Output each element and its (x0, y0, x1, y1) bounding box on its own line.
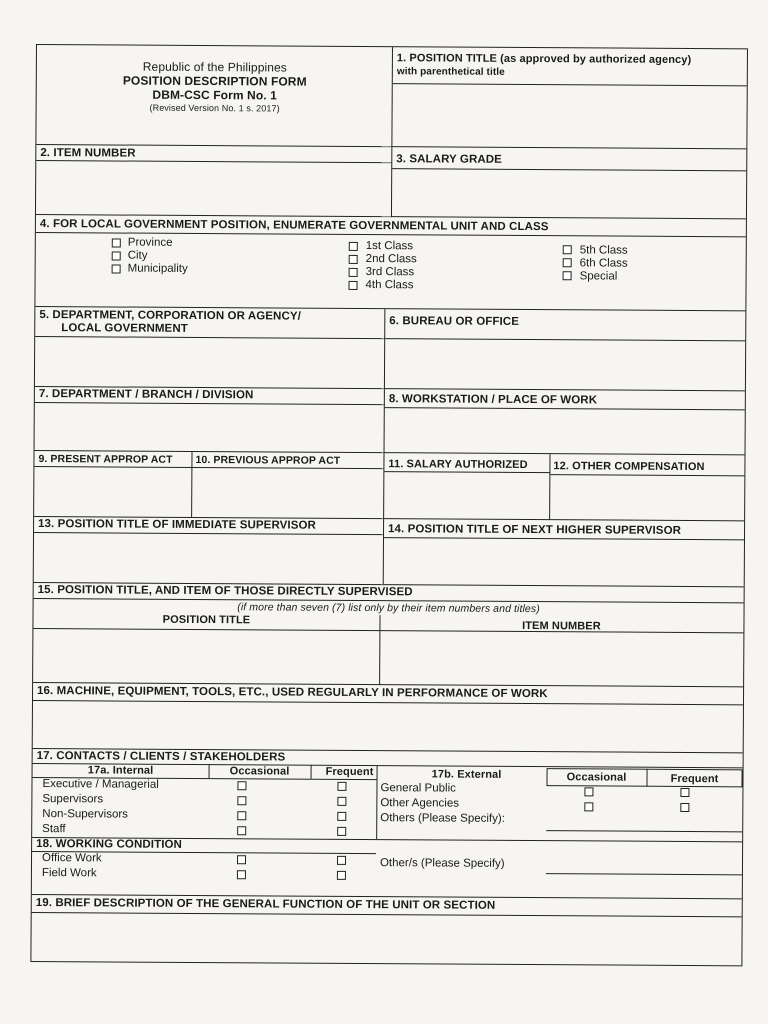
field-2-label: 2. ITEM NUMBER (40, 147, 136, 160)
province-checkbox[interactable] (112, 238, 121, 247)
field-8-label: 8. WORKSTATION / PLACE OF WORK (388, 393, 598, 407)
divider (384, 537, 744, 540)
field-5-department[interactable] (35, 307, 385, 389)
field-19-general-function[interactable] (31, 895, 741, 965)
other-agencies-label: Other Agencies (380, 797, 460, 810)
external-occasional-header: Occasional (566, 771, 627, 784)
field-9-label: 9. PRESENT APPROP ACT (38, 453, 173, 466)
field-16-label: 16. MACHINE, EQUIPMENT, TOOLS, ETC., USED REGULARLY IN PERFORMANCE OF WORK (37, 685, 548, 701)
internal-frequent-header: Frequent (325, 765, 374, 779)
other-conditions-line[interactable] (546, 873, 742, 875)
field-14-label: 14. POSITION TITLE OF NEXT HIGHER SUPERVISOR (388, 523, 682, 537)
divider (384, 471, 550, 473)
field-3-label: 3. SALARY GRADE (396, 153, 503, 166)
field-2-item-number[interactable] (36, 145, 392, 217)
field-15-note: (if more than seven (7) list only by their item numbers and titles) (237, 601, 540, 616)
external-frequent-header: Frequent (670, 772, 719, 786)
field-8-workstation[interactable] (385, 389, 745, 455)
field-7-division[interactable] (35, 387, 385, 453)
field-6-label: 6. BUREAU OR OFFICE (389, 315, 520, 328)
executive-occasional-checkbox[interactable] (237, 781, 246, 790)
form-title: POSITION DESCRIPTION FORM (122, 73, 307, 89)
divider (311, 765, 312, 779)
office-frequent-checkbox[interactable] (337, 856, 346, 865)
4th-class-label: 4th Class (365, 279, 414, 292)
general-public-label: General Public (380, 782, 456, 795)
field-1-sublabel: with parenthetical title (396, 66, 505, 78)
special-label: Special (579, 270, 618, 283)
6th-class-label: 6th Class (579, 257, 628, 270)
field-11-salary-authorized[interactable] (384, 453, 550, 520)
others-specify-label: Others (Please Specify): (380, 812, 505, 825)
other-conditions-label: Other/s (Please Specify) (379, 857, 505, 870)
item-number-header: ITEM NUMBER (522, 619, 601, 633)
field-3-salary-grade[interactable] (392, 147, 746, 219)
divider (392, 168, 746, 171)
field-17-contacts (32, 749, 743, 841)
staff-frequent-checkbox[interactable] (337, 827, 346, 836)
agencies-frequent-checkbox[interactable] (680, 803, 689, 812)
field-1-position-title[interactable] (392, 47, 747, 149)
non-supervisors-label: Non-Supervisors (42, 808, 128, 821)
field-10-previous-approp[interactable] (192, 452, 384, 519)
supervisors-label: Supervisors (42, 793, 104, 806)
field-18-working-condition (32, 837, 742, 899)
divider (393, 83, 747, 86)
special-checkbox[interactable] (563, 271, 572, 280)
field-17-label: 17. CONTACTS / CLIENTS / STAKEHOLDERS (36, 750, 286, 764)
public-occasional-checkbox[interactable] (584, 787, 593, 796)
form-revision: (Revised Version No. 1 s. 2017) (149, 102, 280, 114)
field-6-bureau[interactable] (385, 309, 745, 391)
divider (550, 474, 744, 476)
1st-class-checkbox[interactable] (349, 242, 358, 251)
field-16-equipment[interactable] (33, 683, 743, 753)
field-7-label: 7. DEPARTMENT / BRANCH / DIVISION (38, 388, 254, 402)
divider (34, 532, 384, 535)
external-header-box (546, 768, 742, 787)
municipality-checkbox[interactable] (112, 264, 121, 273)
field-12-label: 12. OTHER COMPENSATION (553, 460, 705, 474)
field-15-label: 15. POSITION TITLE, AND ITEM OF THOSE DIRECTLY SUPERVISED (37, 584, 413, 599)
2nd-class-checkbox[interactable] (349, 255, 358, 264)
municipality-label: Municipality (127, 262, 188, 275)
position-title-header: POSITION TITLE (162, 613, 251, 627)
field-4-lgu (35, 215, 746, 311)
divider (33, 700, 743, 705)
divider (646, 769, 647, 787)
field-15-supervised (33, 583, 744, 687)
6th-class-checkbox[interactable] (563, 258, 572, 267)
field-13-immediate-supervisor[interactable] (34, 517, 384, 585)
divider (385, 407, 745, 410)
field-5-sublabel: LOCAL GOVERNMENT (61, 322, 188, 335)
field-10-label: 10. PREVIOUS APPROP ACT (195, 453, 341, 467)
position-description-form (30, 44, 748, 966)
non-supervisors-frequent-checkbox[interactable] (337, 812, 346, 821)
field-13-label: 13. POSITION TITLE OF IMMEDIATE SUPERVISOR (38, 518, 317, 532)
field-1-label: 1. POSITION TITLE (as approved by authorized agency) (396, 52, 692, 67)
province-label: Province (127, 236, 173, 249)
5th-class-checkbox[interactable] (563, 245, 572, 254)
field-4-label: 4. FOR LOCAL GOVERNMENT POSITION, ENUMERATE GOVERNMENTAL UNIT AND CLASS (39, 218, 549, 234)
divider (36, 160, 392, 163)
non-supervisors-occasional-checkbox[interactable] (237, 811, 246, 820)
field-9-present-approp[interactable] (34, 451, 192, 518)
3rd-class-checkbox[interactable] (349, 268, 358, 277)
field-5-label: 5. DEPARTMENT, CORPORATION OR AGENCY/ (39, 309, 302, 323)
divider (34, 466, 192, 468)
external-header: 17b. External (431, 768, 502, 781)
office-work-label: Office Work (41, 852, 102, 865)
internal-occasional-header: Occasional (229, 765, 290, 778)
office-occasional-checkbox[interactable] (237, 855, 246, 864)
divider (376, 765, 377, 839)
city-label: City (127, 249, 148, 262)
form-header-box (36, 45, 393, 147)
staff-occasional-checkbox[interactable] (237, 826, 246, 835)
public-frequent-checkbox[interactable] (680, 788, 689, 797)
field-work-label: Field Work (41, 867, 97, 880)
4th-class-checkbox[interactable] (349, 281, 358, 290)
republic-line: Republic of the Philippines (142, 59, 287, 75)
divider (385, 338, 745, 341)
divider (32, 912, 742, 917)
field-occasional-checkbox[interactable] (237, 870, 246, 879)
internal-header: 17a. Internal (87, 764, 154, 777)
field-18-label: 18. WORKING CONDITION (36, 838, 183, 851)
field-frequent-checkbox[interactable] (337, 871, 346, 880)
divider (209, 764, 210, 778)
supervisors-occasional-checkbox[interactable] (237, 796, 246, 805)
divider (35, 402, 385, 405)
field-11-label: 11. SALARY AUTHORIZED (388, 458, 528, 472)
2nd-class-label: 2nd Class (365, 253, 417, 266)
city-checkbox[interactable] (112, 251, 121, 260)
executive-label: Executive / Managerial (42, 778, 159, 791)
5th-class-label: 5th Class (579, 244, 628, 257)
divider (35, 336, 385, 339)
divider (192, 467, 384, 469)
divider (379, 615, 380, 685)
3rd-class-label: 3rd Class (365, 266, 415, 279)
executive-frequent-checkbox[interactable] (337, 782, 346, 791)
supervisors-frequent-checkbox[interactable] (337, 797, 346, 806)
others-specify-line[interactable] (546, 830, 742, 832)
staff-label: Staff (42, 823, 66, 836)
1st-class-label: 1st Class (365, 240, 414, 253)
field-14-next-supervisor[interactable] (384, 519, 744, 587)
agencies-occasional-checkbox[interactable] (584, 802, 593, 811)
field-12-other-compensation[interactable] (550, 454, 744, 521)
form-number: DBM-CSC Form No. 1 (152, 87, 277, 103)
field-19-label: 19. BRIEF DESCRIPTION OF THE GENERAL FUNCTION OF THE UNIT OR SECTION (35, 897, 496, 912)
